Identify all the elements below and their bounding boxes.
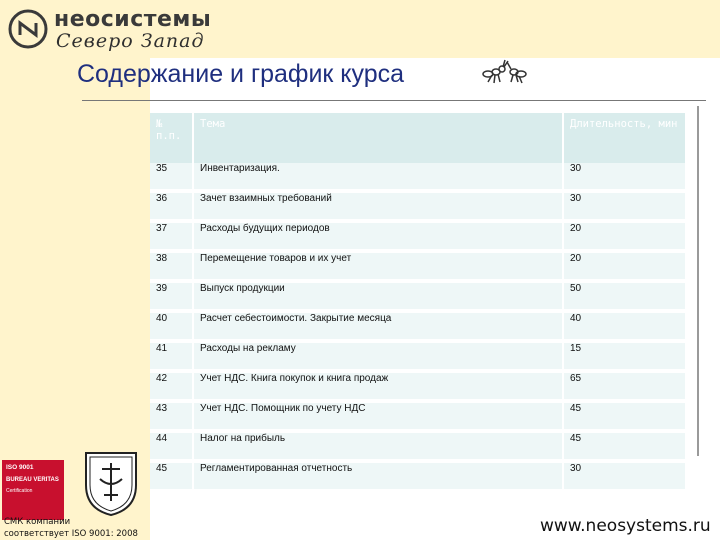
cell-topic: Выпуск продукции: [194, 283, 564, 313]
cell-topic: Зачет взаимных требований: [194, 193, 564, 223]
header-duration: Длительность, мин: [564, 113, 687, 163]
header-num: № п.п.: [150, 113, 194, 163]
table-header-row: [150, 113, 687, 163]
cell-num: 43: [150, 403, 194, 433]
table-row: [150, 463, 687, 493]
cell-duration: 30: [564, 163, 687, 193]
table-row: [150, 403, 687, 433]
iso-logo-line3: Certification: [6, 488, 33, 494]
cell-duration: 50: [564, 283, 687, 313]
cell-duration: 45: [564, 403, 687, 433]
cell-topic: Учет НДС. Помощник по учету НДС: [194, 403, 564, 433]
cell-duration: 30: [564, 463, 687, 493]
table-row: [150, 313, 687, 343]
certification-note: [4, 516, 138, 540]
cell-num: 41: [150, 343, 194, 373]
cell-duration: 45: [564, 433, 687, 463]
certification-note-line2: соответствует ISO 9001: 2008: [4, 529, 138, 539]
table-row: [150, 223, 687, 253]
certification-note-line1: СМК компании: [4, 517, 71, 527]
cell-topic: Инвентаризация.: [194, 163, 564, 193]
cell-num: 38: [150, 253, 194, 283]
iso-logo-line1: ISO 9001: [6, 464, 34, 471]
cell-num: 37: [150, 223, 194, 253]
cell-duration: 40: [564, 313, 687, 343]
table-row: [150, 343, 687, 373]
cell-topic: Перемещение товаров и их учет: [194, 253, 564, 283]
cell-duration: 30: [564, 193, 687, 223]
cell-num: 35: [150, 163, 194, 193]
cell-topic: Расходы будущих периодов: [194, 223, 564, 253]
cell-num: 39: [150, 283, 194, 313]
cell-duration: 20: [564, 223, 687, 253]
table-row: [150, 373, 687, 403]
course-schedule-table: [150, 113, 687, 493]
company-name: неосистемы: [54, 7, 212, 32]
iso-logo-line2: BUREAU VERITAS: [6, 477, 59, 483]
cell-topic: Учет НДС. Книга покупок и книга продаж: [194, 373, 564, 403]
cell-num: 36: [150, 193, 194, 223]
title-divider: [82, 100, 706, 101]
header-topic: Тема: [194, 113, 564, 163]
cell-duration: 15: [564, 343, 687, 373]
iso-certification-logo: [2, 460, 64, 520]
right-divider: [697, 106, 699, 456]
company-logo: [8, 5, 238, 53]
cell-topic: Налог на прибыль: [194, 433, 564, 463]
ants-icon: [478, 58, 528, 88]
table-row: [150, 283, 687, 313]
table-row: [150, 193, 687, 223]
cell-num: 44: [150, 433, 194, 463]
cell-topic: Расходы на рекламу: [194, 343, 564, 373]
cell-duration: 65: [564, 373, 687, 403]
cell-topic: Регламентированная отчетность: [194, 463, 564, 493]
cell-topic: Расчет себестоимости. Закрытие месяца: [194, 313, 564, 343]
table-row: [150, 253, 687, 283]
website-url: www.neosystems.ru: [540, 516, 711, 536]
company-logo-icon: [8, 9, 48, 49]
cell-num: 42: [150, 373, 194, 403]
cell-num: 45: [150, 463, 194, 493]
cell-duration: 20: [564, 253, 687, 283]
table-row: [150, 163, 687, 193]
table-row: [150, 433, 687, 463]
bureau-veritas-seal-icon: [80, 445, 142, 517]
page-title: Содержание и график курса: [77, 60, 405, 88]
company-subtitle: Северо Запад: [56, 30, 205, 52]
cell-num: 40: [150, 313, 194, 343]
